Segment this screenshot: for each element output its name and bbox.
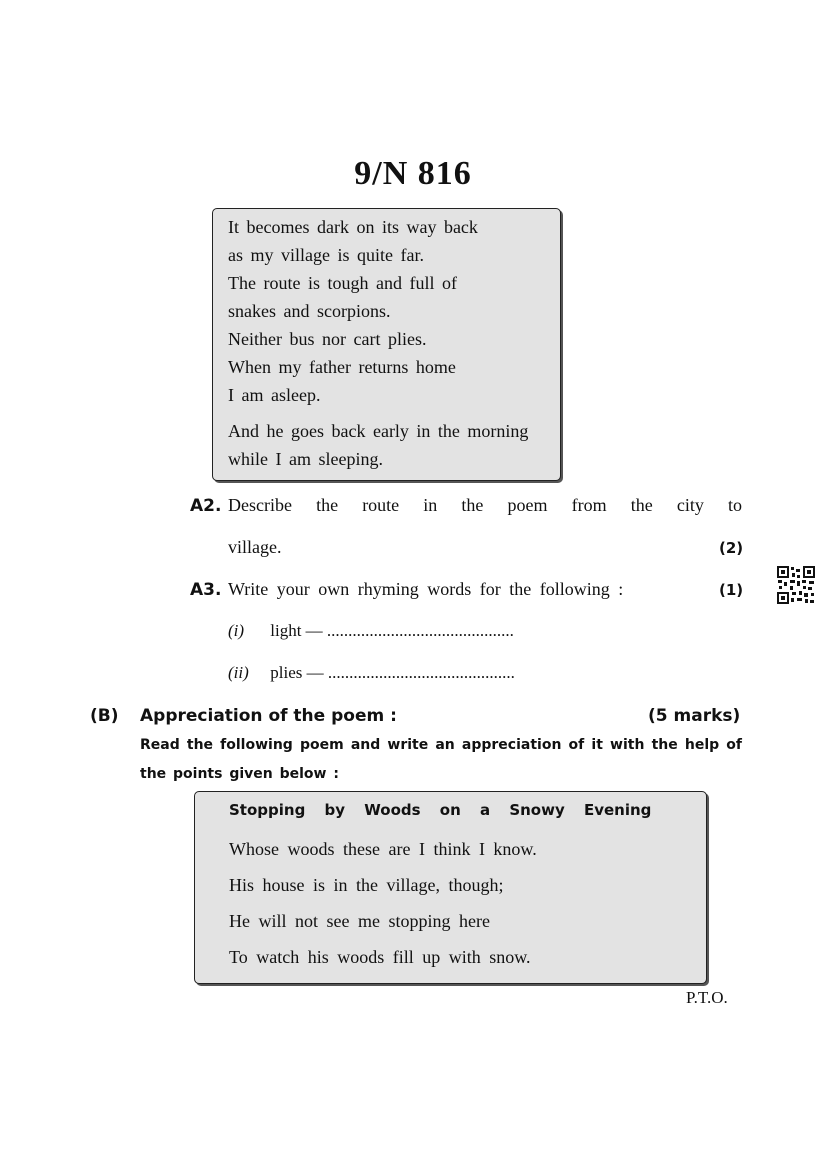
poem-line: When my father returns home: [228, 357, 456, 377]
answer-blank: — ............................................: [306, 663, 515, 682]
question-word: city: [676, 495, 704, 515]
question-a3-marks: (1): [719, 581, 744, 599]
answer-blank: — ............................................: [305, 621, 514, 640]
sub-question-word: light: [270, 621, 302, 640]
question-word: the: [630, 495, 653, 515]
question-word: in: [423, 495, 438, 515]
poem-line: And he goes back early in the morning: [228, 421, 529, 441]
section-marks: (5 marks): [648, 706, 741, 726]
poem-line: The route is tough and full of: [228, 273, 457, 293]
poem-line: His house is in the village, though;: [229, 875, 504, 895]
pto-note: P.T.O.: [686, 988, 728, 1007]
question-number-a2: A2.: [190, 496, 222, 516]
question-word: from: [571, 495, 607, 515]
question-word: poem: [507, 495, 548, 515]
question-number-a3: A3.: [190, 580, 222, 600]
sub-question-i: [228, 621, 514, 641]
question-a2-text-cont: village.: [228, 537, 282, 557]
question-word: the: [316, 495, 339, 515]
poem-line: Whose woods these are I think I know.: [229, 839, 537, 859]
qr-code-icon: [776, 565, 816, 605]
poem-line: as my village is quite far.: [228, 245, 424, 265]
section-instruction: Read the following poem and write an appreciation of it with the help of the points given below :: [140, 737, 742, 782]
poem-line: He will not see me stopping here: [229, 911, 490, 931]
section-label: (B): [90, 706, 119, 726]
question-word: Describe: [228, 495, 292, 515]
question-word: to: [727, 495, 742, 515]
question-word: route: [362, 495, 400, 515]
sub-question-ii: [228, 663, 515, 683]
poem-line: To watch his woods fill up with snow.: [229, 947, 531, 967]
poem-line: while I am sleeping.: [228, 449, 383, 469]
poem-line: I am asleep.: [228, 385, 321, 405]
section-title: Appreciation of the poem :: [140, 706, 397, 726]
poem-title: Stopping by Woods on a Snowy Evening: [229, 801, 652, 819]
poem-line: It becomes dark on its way back: [228, 217, 478, 237]
poem-line: snakes and scorpions.: [228, 301, 391, 321]
question-word: the: [461, 495, 484, 515]
page-code: 9/N 816: [354, 155, 472, 192]
sub-question-word: plies: [270, 663, 303, 682]
question-a2-text: [228, 495, 742, 516]
sub-question-numeral: (i): [228, 621, 245, 640]
poem-extract-box: [212, 208, 561, 481]
poem-line: Neither bus nor cart plies.: [228, 329, 427, 349]
sub-question-numeral: (ii): [228, 663, 249, 682]
question-a3-text: Write your own rhyming words for the following :: [228, 579, 624, 599]
poem-box: [194, 791, 707, 984]
question-a2-marks: (2): [719, 539, 744, 557]
